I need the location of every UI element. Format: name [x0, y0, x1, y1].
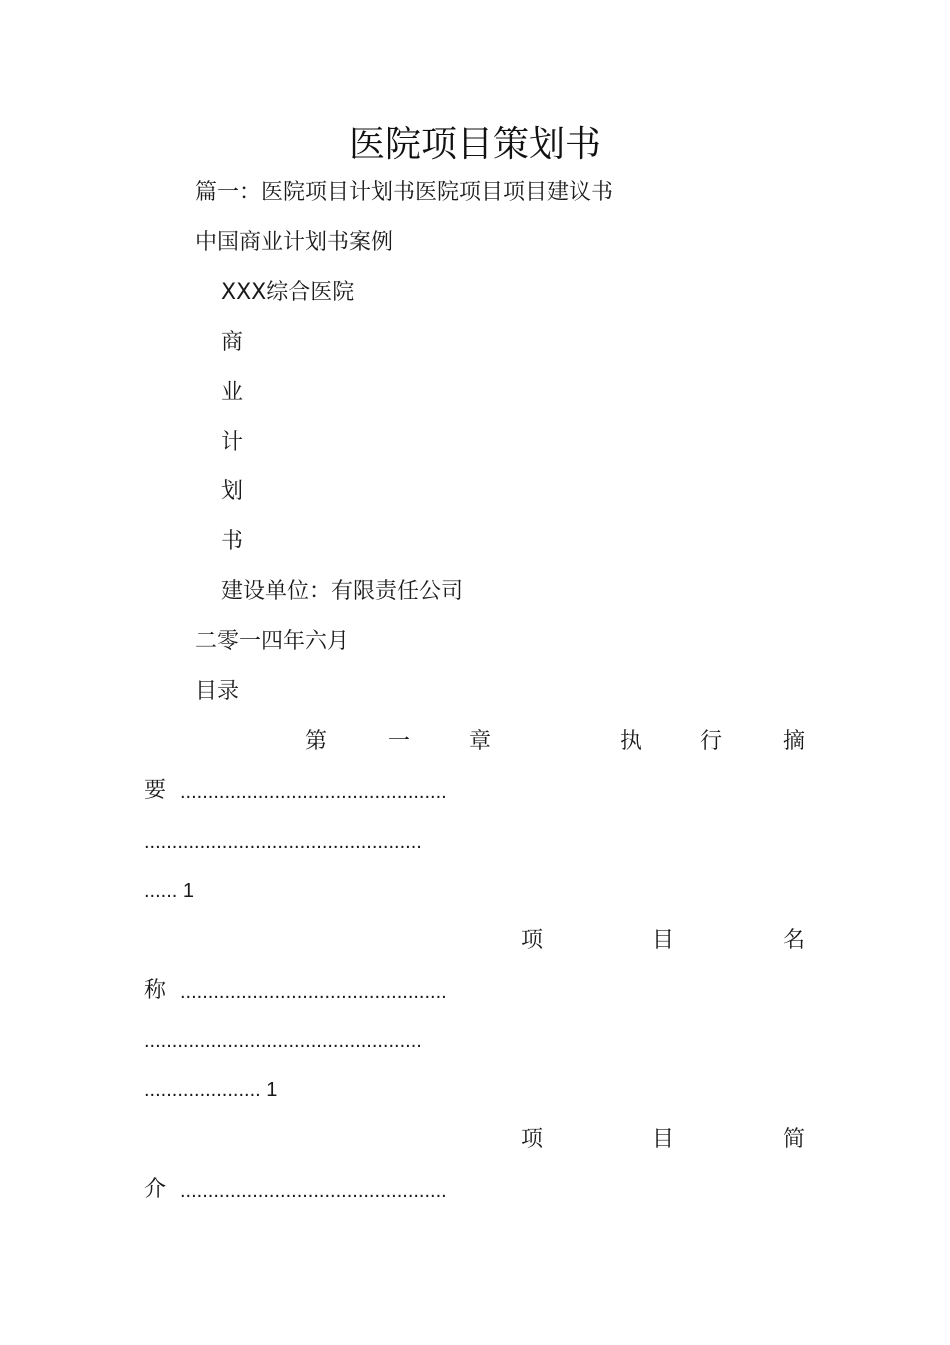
- toc-char: 执: [620, 729, 643, 754]
- vertical-char: 商: [221, 330, 244, 355]
- vertical-char: 业: [221, 380, 244, 405]
- toc-char: 目: [652, 928, 675, 953]
- toc-page-number: ..................... 1: [144, 1079, 278, 1101]
- vertical-char: 划: [221, 479, 244, 504]
- toc-char: 名: [783, 928, 806, 953]
- toc-dot-leader: ..................................................: [144, 1030, 422, 1052]
- text-line: 中国商业计划书案例: [195, 230, 394, 255]
- toc-heading: 目录: [195, 679, 240, 704]
- toc-char: 章: [469, 729, 492, 754]
- builder-line: 建设单位：有限责任公司: [221, 579, 464, 604]
- toc-char: 介: [144, 1177, 167, 1202]
- toc-char: 要: [144, 778, 167, 803]
- toc-dot-leader: ................................................: [180, 1180, 447, 1202]
- date-line: 二零一四年六月: [195, 629, 350, 654]
- hospital-name: XXX综合医院: [221, 280, 355, 305]
- toc-char: 第: [305, 729, 328, 754]
- toc-char: 一: [388, 729, 411, 754]
- toc-char: 摘: [783, 729, 806, 754]
- toc-char: 项: [521, 1127, 544, 1152]
- toc-char: 项: [521, 928, 544, 953]
- toc-char: 目: [652, 1127, 675, 1152]
- toc-dot-leader: ................................................: [180, 781, 447, 803]
- vertical-char: 计: [221, 430, 244, 455]
- toc-dot-leader: ................................................: [180, 981, 447, 1003]
- toc-page-number: ...... 1: [144, 880, 195, 902]
- subtitle-line: 篇一：医院项目计划书医院项目项目建议书: [195, 180, 614, 205]
- vertical-char: 书: [221, 529, 244, 554]
- toc-char: 行: [700, 729, 723, 754]
- toc-char: 简: [783, 1127, 806, 1152]
- toc-dot-leader: ..................................................: [144, 831, 422, 853]
- document-title: 医院项目策划书: [348, 124, 601, 165]
- toc-char: 称: [144, 978, 167, 1003]
